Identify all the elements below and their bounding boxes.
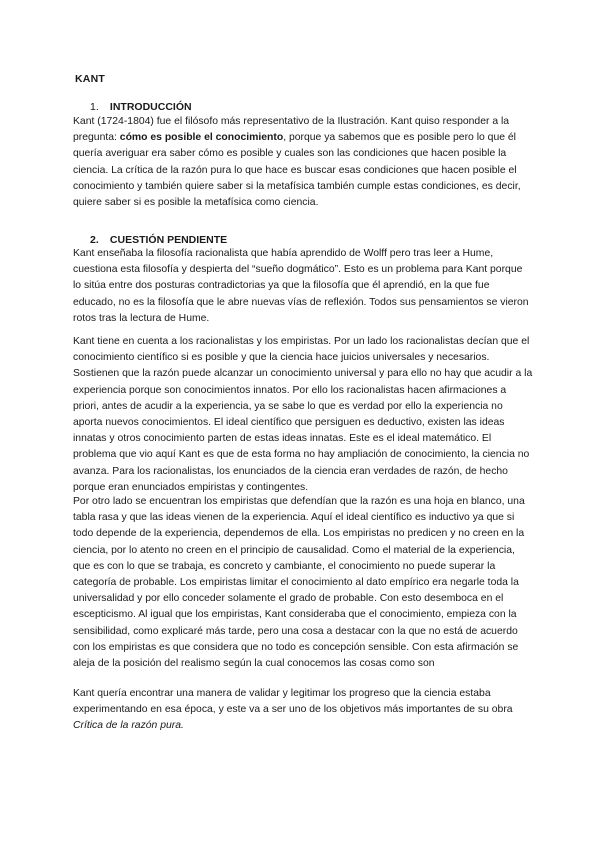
section-2-number: 2.: [90, 234, 99, 246]
pending-paragraph-2: Kant tiene en cuenta a los racionalistas y los empiristas. Por un lado los racionalistas decían que el conocimiento científico si es posible y que la ciencia hace juicios universales y necesarios. Sostienen que la razón puede alcanzar un conocimiento universal y para ello no hay que acudir a la experiencia porque son conocimientos innatos. Por ello los racionalistas hacen afirmaciones a priori, antes de acudir a la experiencia, ya se sabe lo que es verdad por ello la experiencia no aporta nuevos conocimientos. El ideal científico que persiguen es deductivo, existen las ideas innatas y otros conocimiento parten de estas ideas innatas. Este es el ideal matemático. El problema que vio aquí Kant es que de esta forma no hay ampliación de conocimiento, la ciencia no avanza. Para los racionalistas, los enunciados de la ciencia eran verdades de razón, de hecho porque eran enunciados empiristas y contingentes.: [73, 336, 533, 493]
section-2-heading: [90, 234, 227, 246]
closing-text: Kant quería encontrar una manera de validar y legitimar los progreso que la ciencia estaba experimentando en esa época, y este va a ser uno de los objetivos más importantes de su obra: [73, 688, 513, 716]
intro-text-end: , porque ya sabemos que es posible pero lo que él quería averiguar era saber cómo es posible y cuales son las condiciones que hacen posible la ciencia. La crítica de la razón pura lo que hace es buscar esas condiciones que hacen posible el conocimiento y también quiere saber si la metafísica también cumple estas condiciones, es decir, quiere saber si es posible la metafísica como ciencia.: [73, 132, 521, 209]
intro-key-question: cómo es posible el conocimiento: [119, 132, 284, 144]
pending-paragraph-1: Kant enseñaba la filosofía racionalista que había aprendido de Wolff pero tras leer a Hume, cuestiona esta filosofía y despierta del “sueño dogmático”. Esto es un problema para Kant porque lo sitúa entre dos posturas contradictorias ya que la filosofía que él aprendió, en la que fue educado, no es la filosofía que le abre nuevas vías de reflexión. Todos sus pensamientos se vieron rotos tras la lectura de Hume.: [73, 248, 529, 324]
pending-paragraph-4: [73, 686, 533, 735]
pending-paragraph-3: Por otro lado se encuentran los empiristas que defendían que la razón es una hoja en blanco, una tabla rasa y que las ideas vienen de la experiencia. Aquí el ideal científico es inductivo ya que si todo depende de la experiencia, dependemos de ella. Los empiristas no predicen y no creen en la ciencia, por lo atento no creen en el principio de causalidad. Como el material de la experiencia, que es con lo que se trabaja, es concreto y cambiante, el conocimiento no puede superar la categoría de probable. Los empiristas limitar el conocimiento al dato empírico era negarle toda la universalidad y por ello conceder solamente el grado de probable. Con esto desemboca en el escepticismo. Al igual que los empiristas, Kant consideraba que el conocimiento, empieza con la sensibilidad, como explicaré más tarde, pero una cosa a destacar con la que no está de acuerdo con los empiristas es que considera que no todo es concepción sensible. Con esta afirmación se aleja de la posición del realismo según la cual conocemos las cosas como son: [73, 496, 525, 670]
section-1-number: 1.: [90, 101, 99, 113]
section-1-heading: [90, 101, 192, 113]
intro-text-start: Kant (1724-1804) fue el filósofo más representativo de la Ilustración. Kant quiso responder a la pregunta:: [73, 116, 510, 144]
work-title: Crítica de la razón pura.: [73, 720, 184, 732]
document-title: KANT: [75, 73, 105, 85]
intro-paragraph: [73, 114, 533, 211]
section-1-title: INTRODUCCIÓN: [109, 101, 192, 113]
section-2-title: CUESTIÓN PENDIENTE: [109, 234, 228, 246]
